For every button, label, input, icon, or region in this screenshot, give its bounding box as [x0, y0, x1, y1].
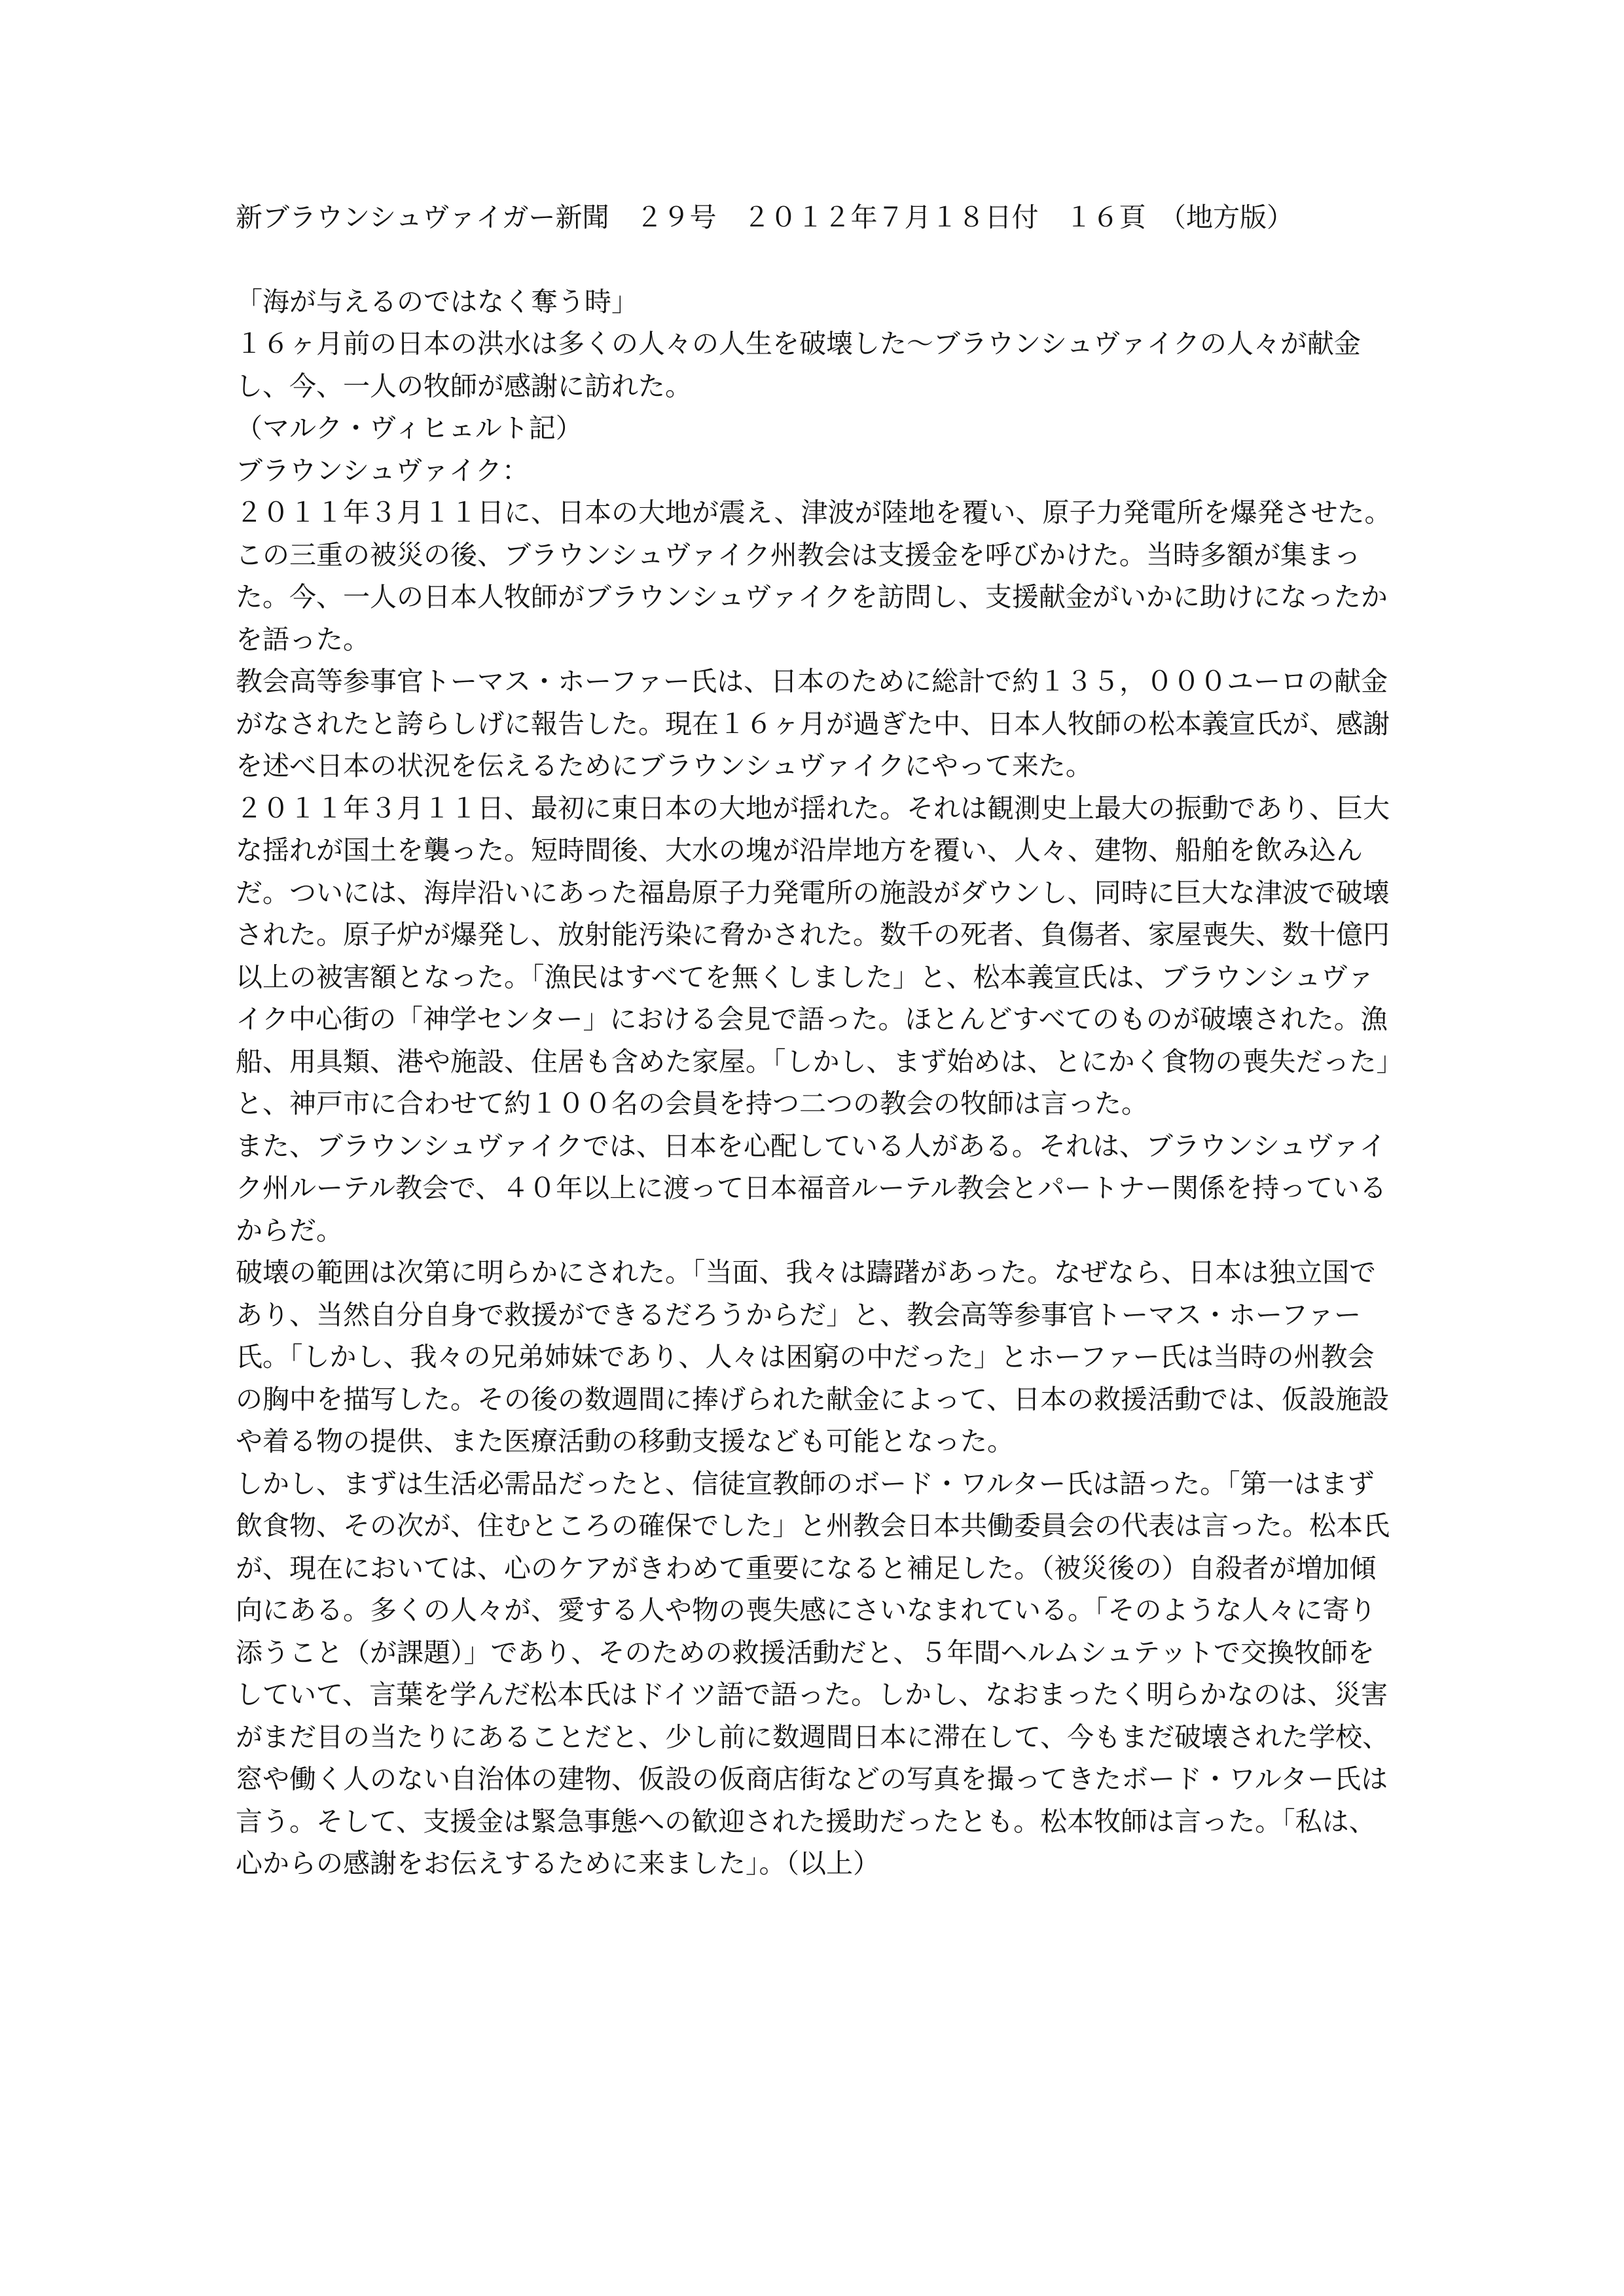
article-title: 「海が与えるのではなく奪う時」 [236, 285, 638, 317]
article-byline: （マルク・ヴィヒェルト記） [236, 412, 583, 444]
paragraph: ２０１１年３月１１日、最初に東日本の大地が揺れた。それは観測史上最大の振動であり、巨大な揺れが国土を襲った。短時間後、大水の塊が沿岸地方を覆い、人々、建物、船舶を飲み込んだ。ついには、海岸沿いにあった福島原子力発電所の施設がダウンし、同時に巨大な津波で破壊された。原子炉が爆発し、放射能汚染に脅かされた。数千の死者、負傷者、家屋喪失、数十億円以上の被害額となった。「漁民はすべてを無くしました」と、松本義宣氏は、ブラウンシュヴァイク中心街の「神学センター」における会見で語った。ほとんどすべてのものが破壊された。漁船、用具類、港や施設、住居も含めた家屋。「しかし、まず始めは、とにかく食物の喪失だった」と、神戸市に合わせて約１００名の会員を持つ二つの教会の牧師は言った。 [236, 792, 1390, 1119]
paragraph: 教会高等参事官トーマス・ホーファー氏は、日本のために総計で約１３５，０００ユーロの献金がなされたと誇らしげに報告した。現在１６ヶ月が過ぎた中、日本人牧師の松本義宣氏が、感謝を述べ日本の状況を伝えるためにブラウンシュヴァイクにやって来た。 [236, 666, 1390, 781]
paragraph: ２０１１年３月１１日に、日本の大地が震え、津波が陸地を覆い、原子力発電所を爆発させた。この三重の被災の後、ブラウンシュヴァイク州教会は支援金を呼びかけた。当時多額が集まった。今、一人の日本人牧師がブラウンシュヴァイクを訪問し、支援献金がいかに助けになったかを語った。 [236, 497, 1392, 655]
paragraph: また、ブラウンシュヴァイクでは、日本を心配している人がある。それは、ブラウンシュヴァイク州ルーテル教会で、４０年以上に渡って日本福音ルーテル教会とパートナー関係を持っているからだ。 [236, 1130, 1387, 1246]
article-subtitle: １６ヶ月前の日本の洪水は多くの人々の人生を破壊した～ブラウンシュヴァイクの人々が献金し、今、一人の牧師が感謝に訪れた。 [236, 328, 1361, 402]
paragraph: 破壊の範囲は次第に明らかにされた。「当面、我々は躊躇があった。なぜなら、日本は独立国であり、当然自分自身で救援ができるだろうからだ」と、教会高等参事官トーマス・ホーファー氏。「しかし、我々の兄弟姉妹であり、人々は困窮の中だった」とホーファー氏は当時の州教会の胸中を描写した。その後の数週間に捧げられた献金によって、日本の救援活動では、仮設施設や着る物の提供、また医療活動の移動支援なども可能となった。 [236, 1257, 1390, 1457]
article-dateline: ブラウンシュヴァイク： [236, 454, 529, 486]
document-page [236, 196, 1394, 1885]
paragraph: しかし、まずは生活必需品だったと、信徒宣教師のボード・ワルター氏は語った。「第一はまず飲食物、その次が、住むところの確保でした」と州教会日本共働委員会の代表は言った。松本氏が、現在においては、心のケアがきわめて重要になると補足した。（被災後の）自殺者が増加傾向にある。多くの人々が、愛する人や物の喪失感にさいなまれている。「そのような人々に寄り添うこと（が課題）」であり、そのための救援活動だと、５年間ヘルムシュテットで交換牧師をしていて、言葉を学んだ松本氏はドイツ語で語った。しかし、なおまったく明らかなのは、災害がまだ目の当たりにあることだと、少し前に数週間日本に滞在して、今もまだ破壊された学校、窓や働く人のない自治体の建物、仮設の仮商店街などの写真を撮ってきたボード・ワルター氏は言う。そして、支援金は緊急事態への歓迎された援助だったとも。松本牧師は言った。「私は、心からの感謝をお伝えするために来ました」。（以上） [236, 1467, 1390, 1879]
newspaper-header: 新ブラウンシュヴァイガー新聞 ２９号 ２０１２年７月１８日付 １６頁 （地方版） [236, 202, 1294, 233]
